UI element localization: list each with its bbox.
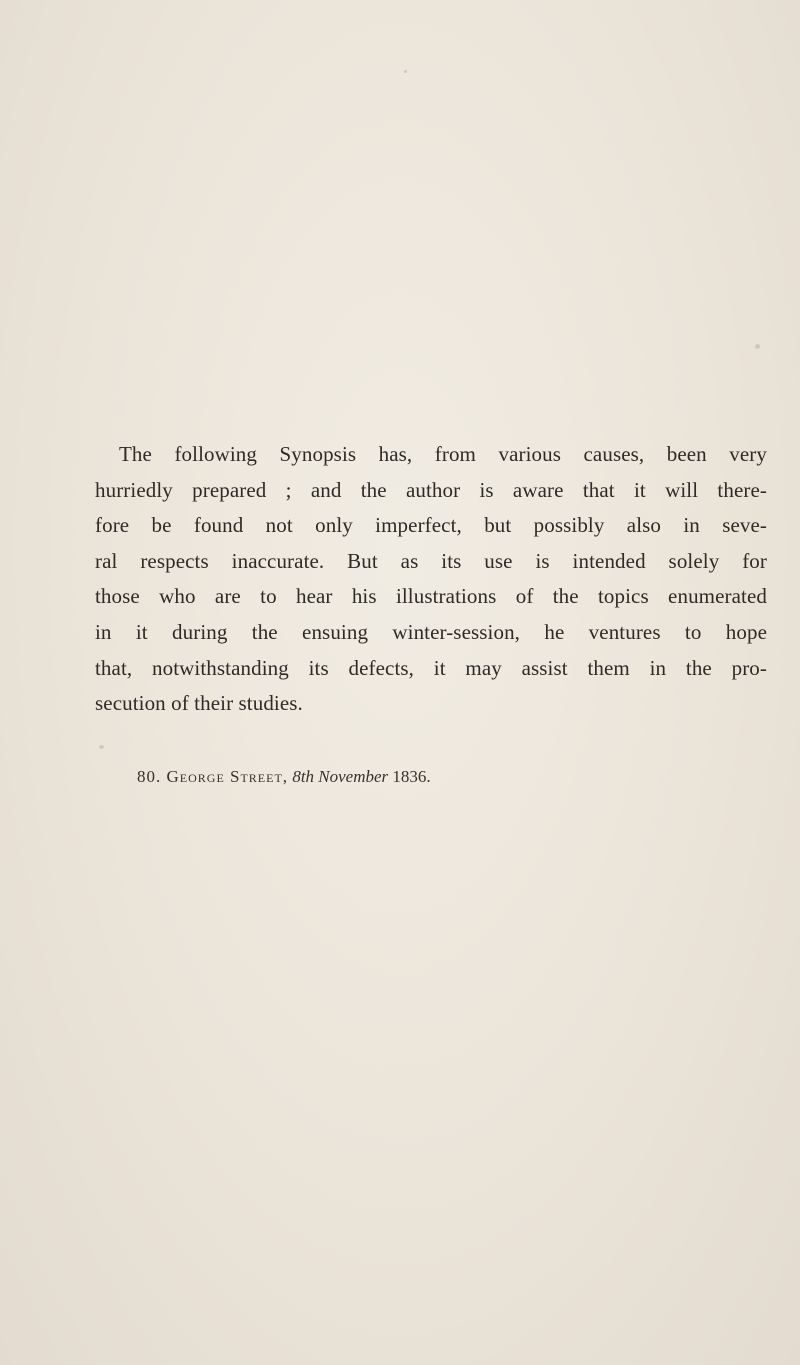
paper-speck — [755, 344, 760, 349]
preface-line: in it during the ensuing winter-session, he ventures to hope — [95, 619, 767, 644]
signature-year: 1836. — [392, 767, 431, 786]
preface-text — [95, 437, 767, 722]
preface-line: hurriedly prepared ; and the author is aware that it will there- — [95, 477, 767, 502]
signature-address: 80. George Street, — [137, 767, 289, 786]
paper-speck — [404, 70, 407, 73]
preface-line: those who are to hear his illustrations of the topics enumerated — [95, 584, 767, 609]
preface-line: ral respects inaccurate. But as its use is intended solely for — [95, 548, 767, 573]
preface-line: secution of their studies. — [95, 691, 303, 716]
preface-line: The following Synopsis has, from various causes, been very — [119, 442, 767, 466]
signature-date: 8th November — [292, 767, 389, 786]
preface-line: that, notwithstanding its defects, it may assist them in the pro- — [95, 655, 767, 680]
signature-line — [137, 766, 431, 788]
preface-line: fore be found not only imperfect, but possibly also in seve- — [95, 513, 767, 538]
paper-speck — [99, 745, 104, 749]
